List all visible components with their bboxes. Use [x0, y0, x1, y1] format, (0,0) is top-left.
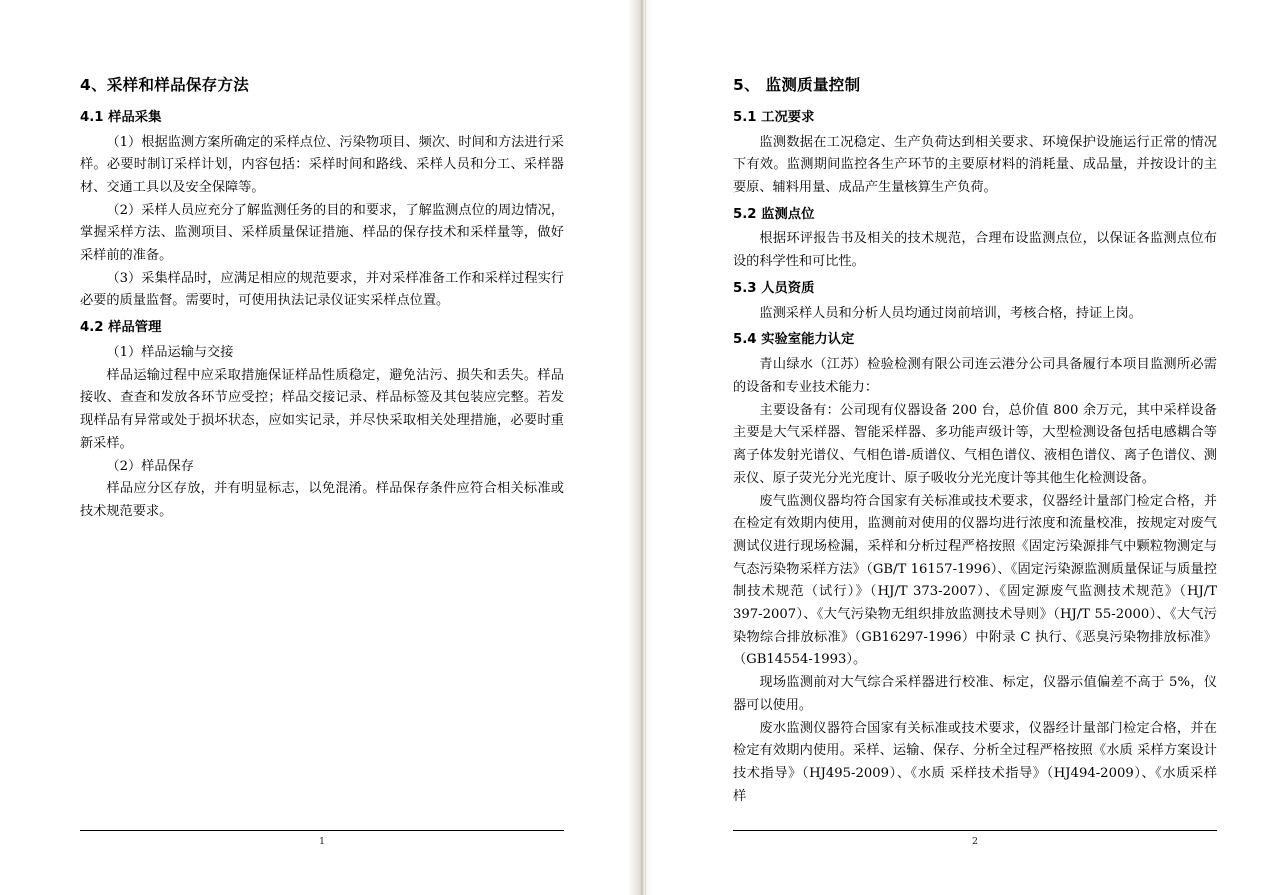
page-right — [643, 0, 1286, 895]
section-heading: 4、采样和样品保存方法 — [80, 76, 250, 94]
page-left-content — [80, 72, 564, 524]
paragraph: （2）采样人员应充分了解监测任务的目的和要求，了解监测点位的周边情况，掌握采样方法、监测项目、采样质量保证措施、样品的保存技术和采样量等，做好采样前的准备。 — [80, 202, 564, 264]
paragraph: 青山绿水（江苏）检验检测有限公司连云港分公司具备履行本项目监测所必需的设备和专业技术能力： — [733, 357, 1217, 396]
section-heading: 5、 监测质量控制 — [733, 76, 861, 94]
paragraph: 根据环评报告书及相关的技术规范，合理布设监测点位，以保证各监测点位布设的科学性和可比性。 — [733, 231, 1217, 270]
subsection-heading: 5.3 人员资质 — [733, 280, 815, 296]
subsection-heading: 4.2 样品管理 — [80, 320, 162, 336]
paragraph: 样品应分区存放，并有明显标志，以免混淆。样品保存条件应符合相关标准或技术规范要求。 — [80, 481, 564, 519]
paragraph: 废水监测仪器符合国家有关标准或技术要求，仪器经计量部门检定合格，并在检定有效期内使用。采样、运输、保存、分析全过程严格按照《水质 采样方案设计技术指导》（HJ495-2009）、《水质 采样技术指导》（HJ494-2009）、《水质采样 样 — [733, 720, 1217, 804]
paragraph: （1）样品运输与交接 — [106, 345, 234, 360]
subsection-heading: 4.1 样品采集 — [80, 109, 162, 125]
paragraph: （3）采集样品时，应满足相应的规范要求，并对采样准备工作和采样过程实行必要的质量监督。需要时，可使用执法记录仪证实采样点位置。 — [80, 270, 564, 309]
paragraph: 现场监测前对大气综合采样器进行校准、标定，仪器示值偏差不高于 5%，仪器可以使用。 — [733, 675, 1217, 713]
paragraph: 主要设备有：公司现有仪器设备 200 台，总价值 800 余万元，其中采样设备主要是大气采样器、智能采样器、多功能声级计等，大型检测设备包括电感耦合等离子体发射光谱仪、气相色谱-质谱仪、气相色谱仪、液相色谱仪、离子色谱仪、测汞仪、原子荧光分光光度计、原子吸收分光光度计等其他生化检测设备。 — [733, 402, 1217, 486]
paragraph: 监测数据在工况稳定、生产负荷达到相关要求、环境保护设施运行正常的情况下有效。监测期间监控各生产环节的主要原材料的消耗量、成品量，并按设计的主要原、辅料用量、成品产生量核算生产负荷。 — [733, 134, 1217, 195]
paragraph: 监测采样人员和分析人员均通过岗前培训，考核合格，持证上岗。 — [759, 305, 1142, 321]
paragraph: 废气监测仪器均符合国家有关标准或技术要求，仪器经计量部门检定合格，并在检定有效期内使用，监测前对使用的仪器均进行浓度和流量校准，按规定对废气测试仪进行现场检漏，采样和分析过程严格按照《固定污染源排气中颗粒物测定与气态污染物采样方法》（GB/T 16157-1996）、《固定污染源监测质量保证与质量控制技术规范（试行）》（HJ/T 373-2007）、《固定源废气监测技术规范》（HJ/T 397-2007）、《大气污染物无组织排放监测技术导则》（HJ/T 55-2000）、《大气污染物综合排放标准》（GB16297-1996）中附录 C 执行、《恶臭污染物排放标准》（GB14554-1993）。 — [733, 493, 1217, 668]
subsection-heading: 5.2 监测点位 — [733, 206, 815, 222]
page-right-content — [733, 72, 1217, 808]
page-footer-left — [80, 830, 564, 847]
subsection-heading: 5.1 工况要求 — [733, 109, 815, 125]
paragraph: （1）根据监测方案所确定的采样点位、污染物项目、频次、时间和方法进行采样。必要时制订采样计划，内容包括：采样时间和路线、采样人员和分工、采样器材、交通工具以及安全保障等。 — [80, 134, 564, 195]
paragraph: 样品运输过程中应采取措施保证样品性质稳定，避免沾污、损失和丢失。样品接收、查查和发放各环节应受控；样品交接记录、样品标签及其包装应完整。若发现样品有异常或处于损坏状态，应如实记录，并尽快采取相关处理措施，必要时重新采样。 — [80, 367, 564, 451]
subsection-heading: 5.4 实验室能力认定 — [733, 332, 855, 348]
page-footer-right — [733, 830, 1217, 847]
paragraph: （2）样品保存 — [106, 458, 194, 474]
page-number: 2 — [971, 836, 979, 847]
page-number: 1 — [318, 836, 326, 847]
